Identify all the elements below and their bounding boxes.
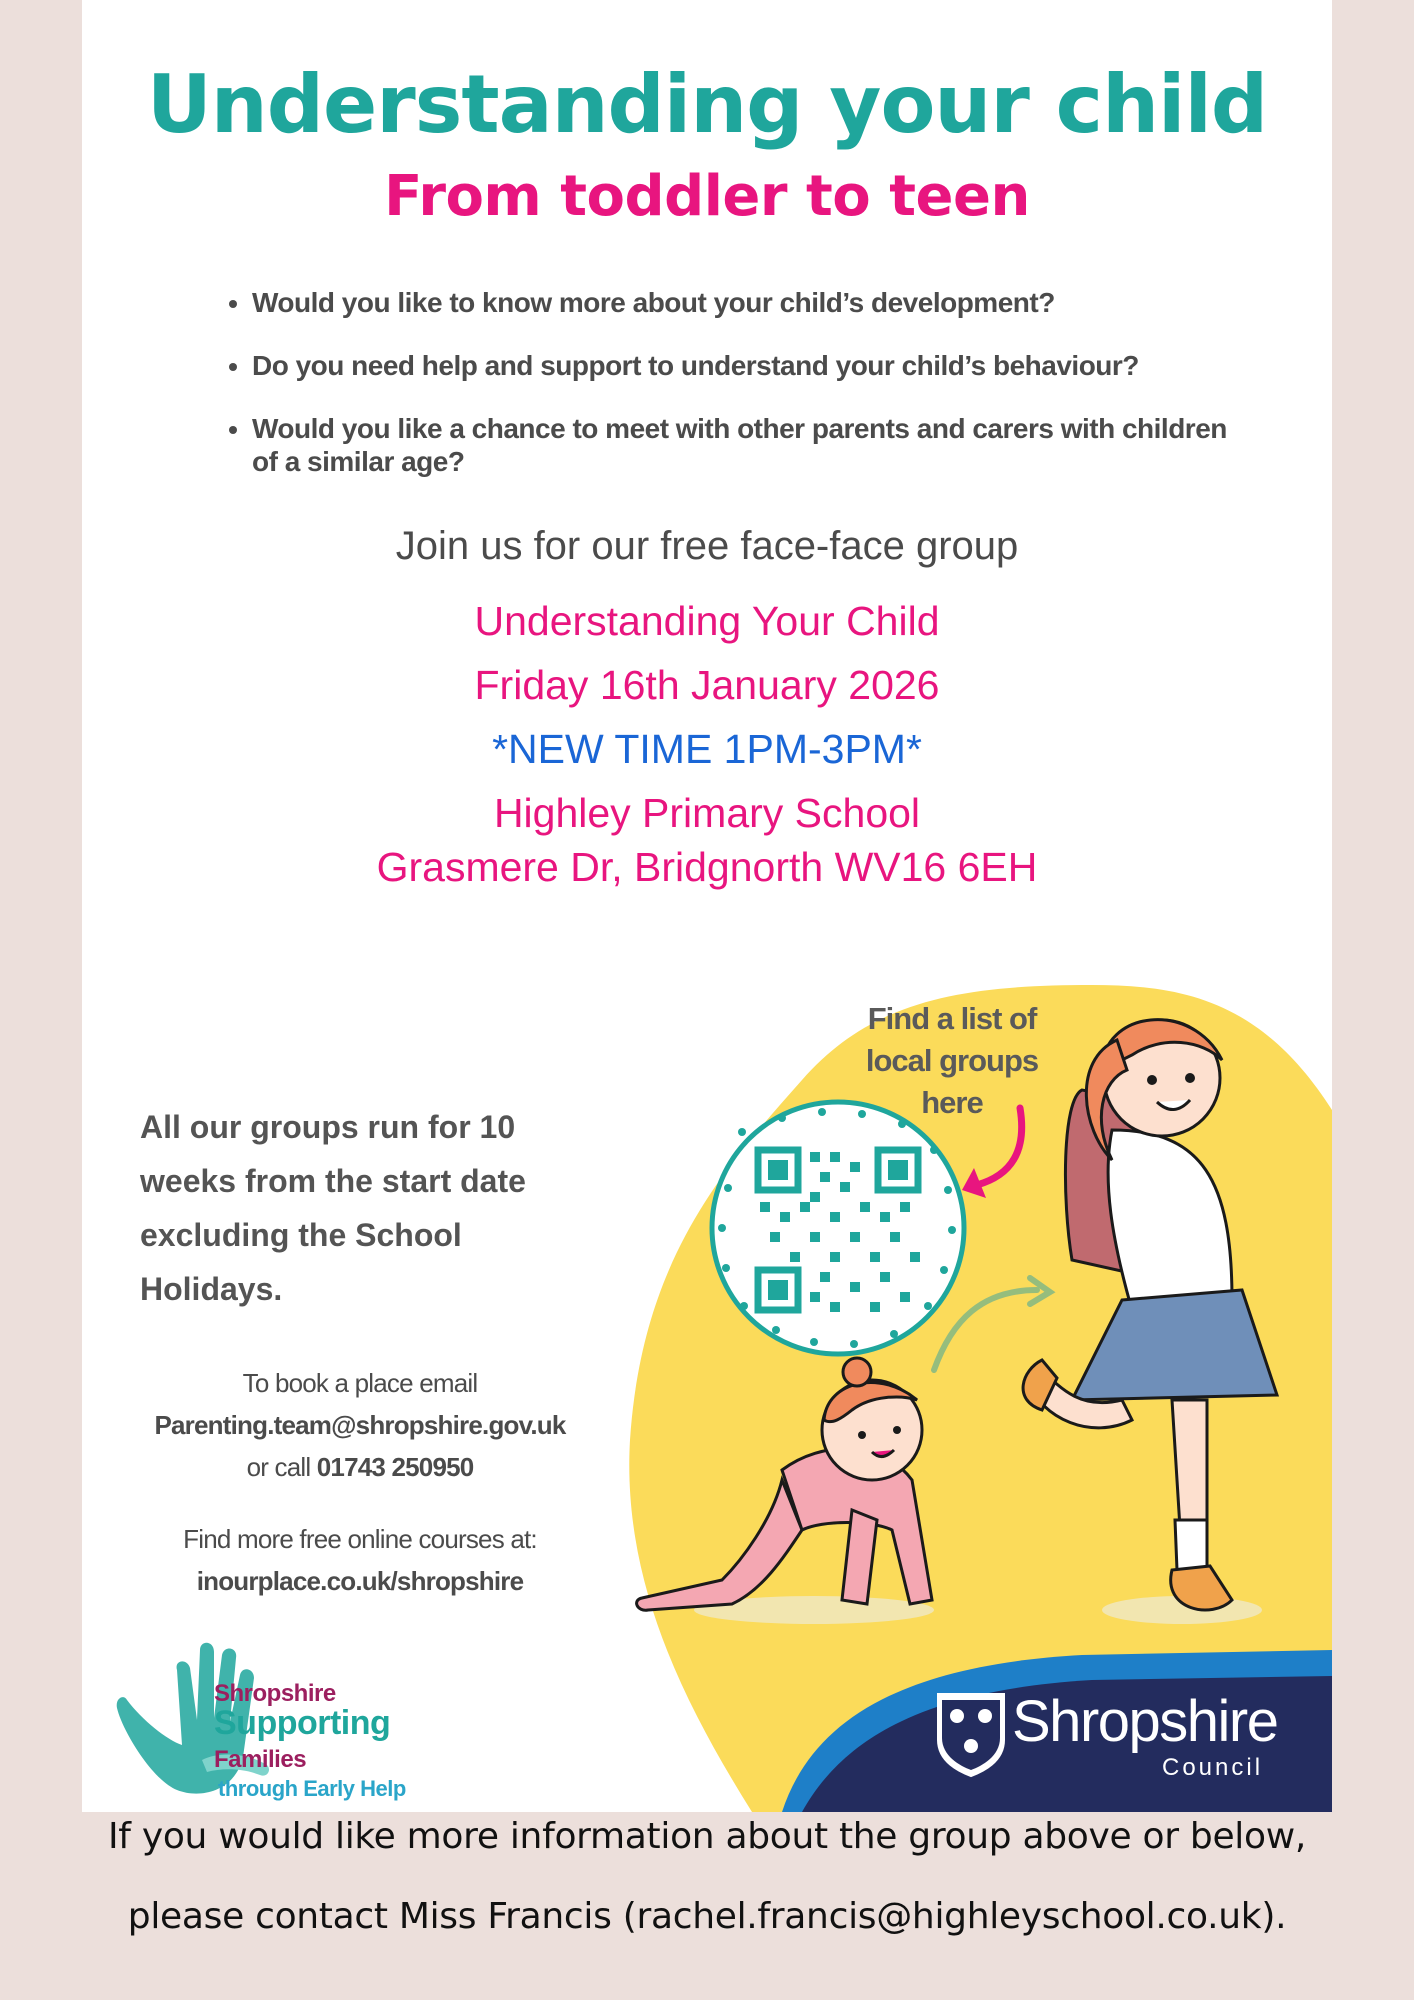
ssf-logo-line4: through Early Help <box>218 1776 406 1801</box>
group-duration-info: All our groups run for 10 weeks from the start date excluding the School Holidays. <box>140 1109 526 1307</box>
event-venue: Highley Primary School <box>493 790 921 836</box>
ssf-logo-line3: Families <box>214 1746 307 1773</box>
poster-subtitle: From toddler to teen <box>384 164 1030 229</box>
ssf-logo-line2: Supporting <box>214 1704 391 1742</box>
online-courses-link[interactable]: inourplace.co.uk/shropshire <box>196 1566 524 1596</box>
footer-line-1: If you would like more information about the group above or below, <box>107 1816 1307 1857</box>
event-name: Understanding Your Child <box>474 598 940 644</box>
event-time: *NEW TIME 1PM-3PM* <box>492 726 922 772</box>
call-prefix: or call <box>246 1452 317 1482</box>
council-crest-icon <box>938 1694 1004 1776</box>
event-date: Friday 16th January 2026 <box>474 662 940 708</box>
booking-intro: To book a place email <box>242 1368 478 1398</box>
booking-phone-line <box>140 1452 580 1483</box>
poster-title: Understanding your child <box>146 58 1268 151</box>
booking-email-link[interactable]: Parenting.team@shropshire.gov.uk <box>154 1410 566 1440</box>
booking-phone[interactable]: 01743 250950 <box>316 1452 474 1482</box>
join-text: Join us for our free face-face group <box>395 524 1019 568</box>
council-logo-name: Shropshire <box>1012 1689 1278 1754</box>
council-logo-sub: Council <box>1162 1754 1264 1781</box>
event-address: Grasmere Dr, Bridgnorth WV16 6EH <box>376 844 1038 890</box>
qr-code[interactable] <box>712 1102 964 1354</box>
online-courses-label: Find more free online courses at: <box>183 1524 537 1554</box>
ssf-logo-line1: Shropshire <box>214 1680 336 1707</box>
footer-line-2: please contact Miss Francis (rachel.francis@highleyschool.co.uk). <box>127 1896 1287 1937</box>
qr-caption: Find a list of local groups here <box>865 1001 1039 1120</box>
question-item: • Would you like a chance to meet with other parents and carers with children of a similar age? <box>252 412 1252 478</box>
question-item: • Do you need help and support to understand your child’s behaviour? <box>252 349 1252 382</box>
poster <box>82 0 1332 1812</box>
question-item: • Would you like to know more about your child’s development? <box>252 286 1252 319</box>
